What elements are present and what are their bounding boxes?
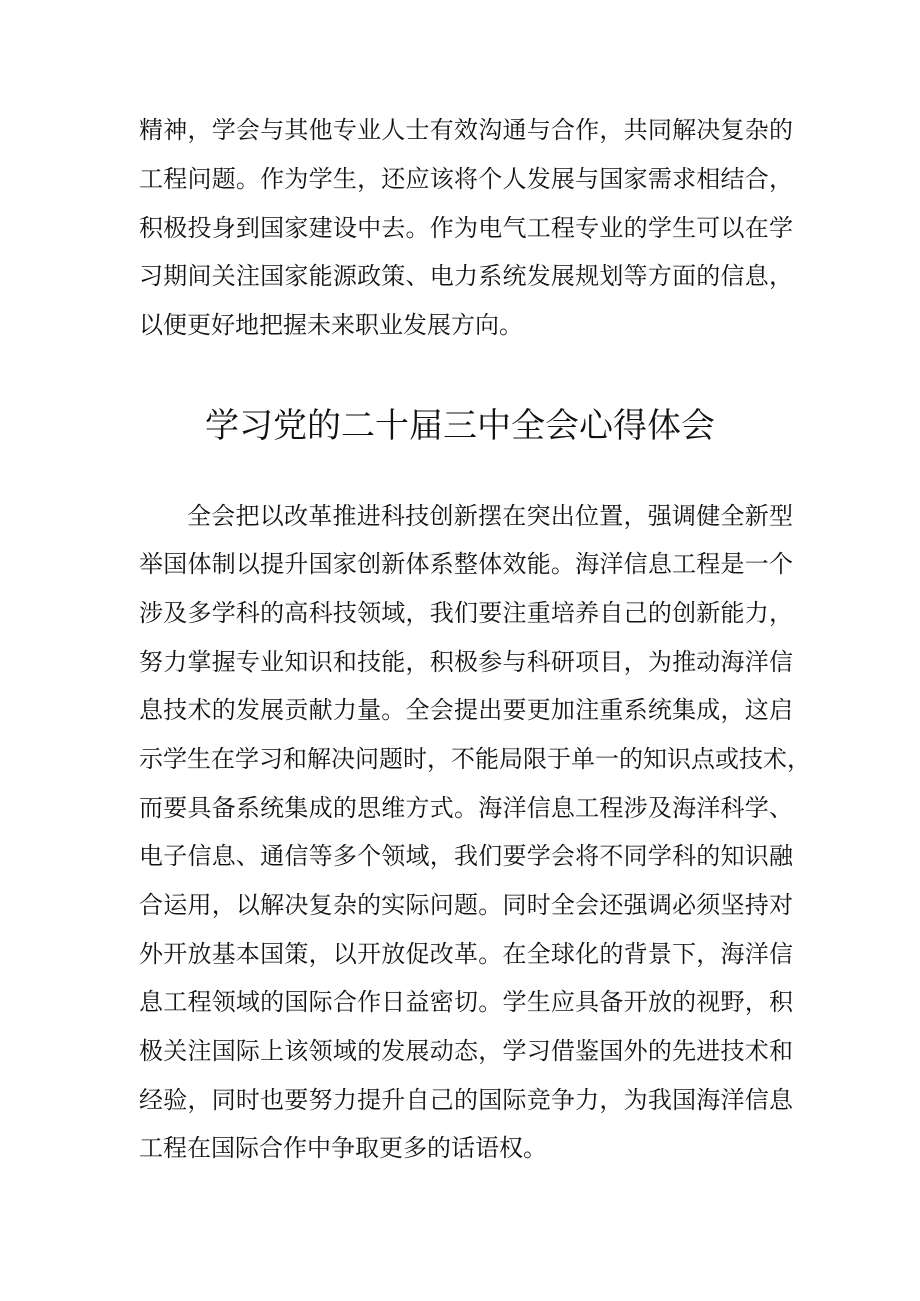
body-line: 举国体制以提升国家创新体系整体效能。海洋信息工程是一个 [139,550,793,578]
body-line: 涉及多学科的高科技领域，我们要注重培养自己的创新能力， [139,599,793,627]
intro-line: 积极投身到国家建设中去。作为电气工程专业的学生可以在学 [139,214,793,242]
body-line: 全会把以改革推进科技创新摆在突出位置，强调健全新型 [187,502,793,530]
body-line: 工程在国际合作中争取更多的话语权。 [139,1134,547,1162]
body-line: 息技术的发展贡献力量。全会提出要更加注重系统集成，这启 [139,696,793,724]
intro-line: 工程问题。作为学生，还应该将个人发展与国家需求相结合， [139,165,793,193]
body-line: 示学生在学习和解决问题时，不能局限于单一的知识点或技术， [139,745,811,773]
intro-line: 习期间关注国家能源政策、电力系统发展规划等方面的信息， [139,262,793,290]
body-line: 外开放基本国策，以开放促改革。在全球化的背景下，海洋信 [139,940,793,968]
body-line: 息工程领域的国际合作日益密切。学生应具备开放的视野，积 [139,988,793,1016]
section-title: 学习党的二十届三中全会心得体会 [205,406,715,446]
body-line: 合运用，以解决复杂的实际问题。同时全会还强调必须坚持对 [139,891,793,919]
body-line: 电子信息、通信等多个领域，我们要学会将不同学科的知识融 [139,842,793,870]
intro-line: 以便更好地把握未来职业发展方向。 [139,311,523,339]
intro-line: 精神，学会与其他专业人士有效沟通与合作，共同解决复杂的 [139,116,793,144]
body-line: 经验，同时也要努力提升自己的国际竞争力，为我国海洋信息 [139,1086,793,1114]
body-line: 而要具备系统集成的思维方式。海洋信息工程涉及海洋科学、 [139,794,793,822]
body-line: 极关注国际上该领域的发展动态，学习借鉴国外的先进技术和 [139,1037,793,1065]
body-line: 努力掌握专业知识和技能，积极参与科研项目，为推动海洋信 [139,648,793,676]
